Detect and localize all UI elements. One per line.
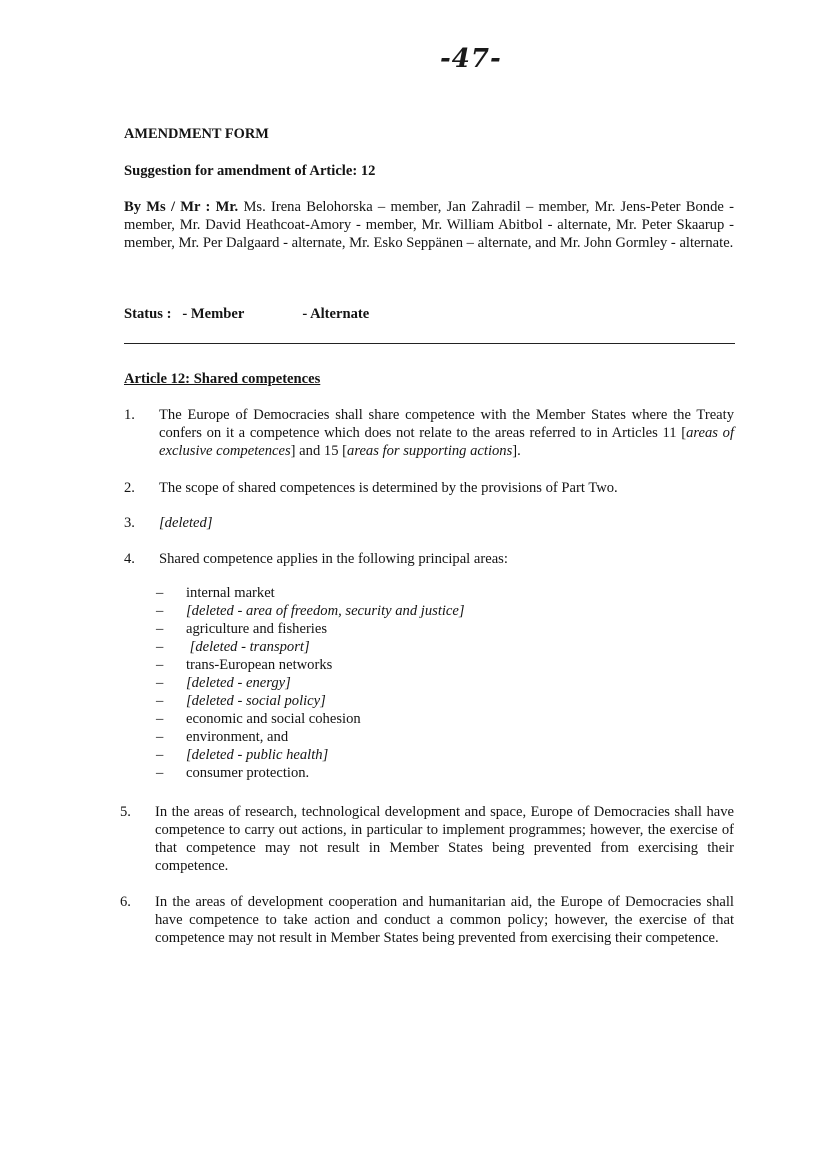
status-line: [124, 305, 734, 323]
list-item-text: [deleted - area of freedom, security and justice]: [186, 603, 465, 619]
list-item-text: [deleted - social policy]: [186, 693, 326, 709]
item-text: [159, 406, 734, 460]
list-dash: –: [156, 693, 164, 709]
status-alternate: - Alternate: [302, 306, 370, 322]
list-item: [156, 656, 676, 674]
item-number: 4.: [124, 551, 135, 567]
list-item: [156, 728, 676, 746]
list-item: [156, 746, 676, 764]
item-text: In the areas of development cooperation and humanitarian aid, the Europe of Democracies shall have competence to take action and conduct a common policy; however, the exercise of that competence may not result in Member States being prevented from exercising their competence.: [155, 894, 734, 946]
list-dash: –: [156, 603, 164, 619]
item-number: 6.: [120, 894, 131, 910]
list-item: [156, 692, 676, 710]
item-text-part: ].: [512, 443, 521, 459]
byline-label: By Ms / Mr : Mr.: [124, 199, 239, 215]
list-dash: –: [156, 585, 164, 601]
item-text: [deleted]: [159, 515, 213, 531]
list-item-text: [deleted - transport]: [186, 639, 310, 655]
item-number: 5.: [120, 804, 131, 820]
list-item: [156, 602, 676, 620]
list-item: [156, 620, 676, 638]
byline: [124, 198, 734, 252]
list-item: [156, 674, 676, 692]
item-text-part: ] and 15 [: [290, 443, 348, 459]
byline-text: Ms. Irena Belohorska – member, Jan Zahradil – member, Mr. Jens-Peter Bonde - member, Mr. David Heathcoat-Amory - member, Mr. William Abitbol - alternate, Mr. Peter Skaarup - member, Mr. Per Dalgaard - alternate, Mr. Esko Seppänen – alternate, and Mr. John Gormley - alternate.: [124, 199, 734, 251]
divider-rule: [124, 343, 735, 344]
list-dash: –: [156, 747, 164, 763]
list-item-text: trans-European networks: [186, 657, 333, 673]
list-dash: –: [156, 675, 164, 691]
list-item-text: [deleted - public health]: [186, 747, 329, 763]
item-text: Shared competence applies in the following principal areas:: [159, 551, 508, 567]
list-item-text: internal market: [186, 585, 275, 601]
list-dash: –: [156, 765, 164, 781]
list-item: [156, 584, 676, 602]
article-title: Article 12: Shared competences: [124, 371, 321, 387]
item-number: 3.: [124, 515, 135, 531]
item-text: In the areas of research, technological development and space, Europe of Democracies shall have competence to carry out actions, in particular to implement programmes; however, the exercise of that competence may not result in Member States being prevented from exercising their competence.: [155, 804, 734, 874]
list-dash: –: [156, 729, 164, 745]
list-dash: –: [156, 657, 164, 673]
status-label: Status :: [124, 306, 172, 322]
item-text-part: The Europe of Democracies shall share competence with the Member States where the Treaty confers on it a competence which does not relate to the areas referred to in Articles 11 [: [159, 407, 734, 441]
list-dash: –: [156, 621, 164, 637]
suggestion-heading: Suggestion for amendment of Article: 12: [124, 163, 376, 179]
list-dash: –: [156, 711, 164, 727]
list-item: [156, 710, 676, 728]
list-item-text: environment, and: [186, 729, 289, 745]
list-item-text: [deleted - energy]: [186, 675, 291, 691]
item-number: 2.: [124, 480, 135, 496]
status-member: - Member: [182, 306, 245, 322]
list-item: [156, 638, 676, 656]
areas-list: [156, 584, 676, 782]
list-item-text: consumer protection.: [186, 765, 310, 781]
list-item-text: economic and social cohesion: [186, 711, 361, 727]
item-text-italic: areas of exclusive competences: [159, 425, 734, 459]
item-text: The scope of shared competences is determined by the provisions of Part Two.: [159, 480, 618, 496]
list-dash: –: [156, 639, 164, 655]
page-number: -47-: [440, 44, 502, 74]
list-item: [156, 764, 676, 782]
item-text-italic: areas for supporting actions: [347, 443, 513, 459]
list-item-text: agriculture and fisheries: [186, 621, 328, 637]
form-title: AMENDMENT FORM: [124, 126, 269, 142]
item-number: 1.: [124, 407, 135, 423]
